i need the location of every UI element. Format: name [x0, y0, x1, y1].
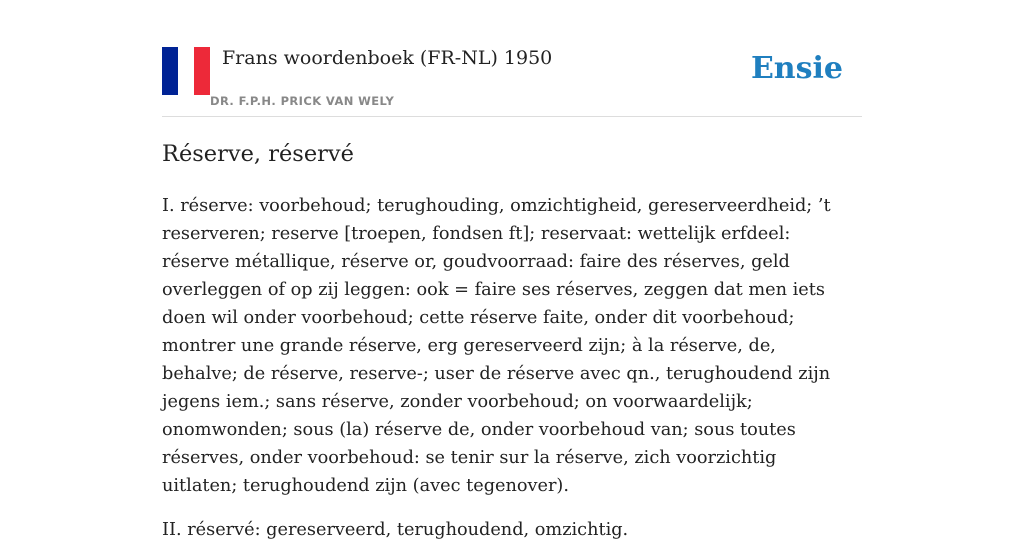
ensie-logo-link[interactable]: Ensie: [750, 51, 843, 86]
entry-title: Réserve, réservé: [162, 141, 354, 167]
flag-stripe-white: [178, 47, 194, 95]
flag-stripe-blue: [162, 47, 178, 95]
entry-paragraph-2: II. réservé: gereserveerd, terughoudend, omzichtig.: [162, 520, 629, 540]
dictionary-author: DR. F.P.H. PRICK VAN WELY: [210, 94, 395, 108]
dictionary-title: Frans woordenboek (FR-NL) 1950: [222, 47, 553, 69]
header: [162, 0, 862, 117]
flag-stripe-red: [194, 47, 210, 95]
entry-body: [162, 192, 852, 560]
entry-paragraph-1: I. réserve: voorbehoud; terughouding, omzichtigheid, gereserveerdheid; ’t reserveren; reserve [troepen, fondsen ft]; reservaat: wettelijk erfdeel: réserve métallique, réserve or, goudvoorraad: faire des réserves, geld overleggen of op zij leggen: ook = faire ses réserves, zeggen dat men iets doen wil onder voorbehoud; cette réserve faite, onder dit voorbehoud; montrer une grande réserve, erg gereserveerd zijn; à la réserve, de, behalve; de réserve, reserve-; user de réserve avec qn., terughoudend zijn jegens iem.; sans réserve, zonder voorbehoud; on voorwaardelijk; onomwonden; sous (la) réserve de, onder voorbehoud van; sous toutes réserves, onder voorbehoud: se tenir sur la réserve, zich voorzichtig uitlaten; terughoudend zijn (avec tegenover).: [162, 196, 831, 496]
france-flag-icon: [162, 47, 210, 95]
